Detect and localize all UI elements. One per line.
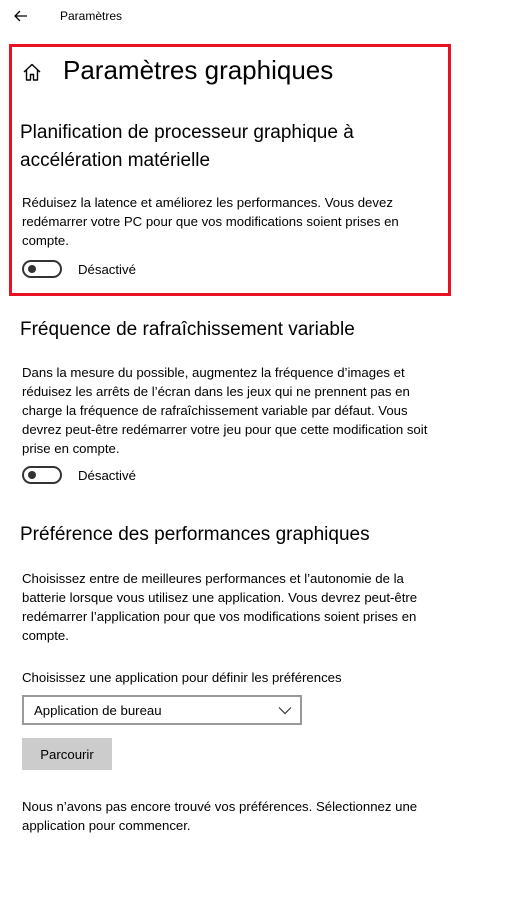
variable-refresh-toggle[interactable] bbox=[22, 466, 62, 484]
arrow-left-icon bbox=[14, 10, 28, 22]
back-button[interactable] bbox=[10, 6, 32, 26]
hardware-scheduling-description: Réduisez la latence et améliorez les performances. Vous devez redémarrer votre PC pour que vos modifications soient prises en compte. bbox=[22, 195, 399, 248]
toggle-knob bbox=[28, 471, 36, 479]
preferences-status-text: Nous n’avons pas encore trouvé vos préférences. Sélectionnez une application pour commencer. bbox=[22, 799, 418, 833]
window-title: Paramètres bbox=[60, 9, 123, 23]
chevron-down-icon bbox=[278, 704, 292, 716]
title-bar bbox=[0, 0, 519, 32]
page-title: Paramètres graphiques bbox=[63, 55, 334, 85]
hardware-scheduling-heading: Planification de processeur graphique à accélération matérielle bbox=[20, 122, 354, 171]
performance-pref-description: Choisissez entre de meilleures performances et l’autonomie de la batterie lorsque vous utilisez une application. Vous devrez peut-être redémarrer l’application pour que vos modifications soient prises en compte. bbox=[22, 571, 418, 643]
variable-refresh-description: Dans la mesure du possible, augmentez la fréquence d’images et réduisez les arrêts de l’écran dans les jeux qui ne prennent pas en charge la fréquence de rafraîchissement variable par défaut. Vous devrez peut-être redémarrer votre jeu pour que cette modification soit prise en compte. bbox=[22, 365, 428, 456]
toggle-knob bbox=[28, 265, 36, 273]
dropdown-selected-value: Application de bureau bbox=[34, 703, 162, 718]
hardware-scheduling-toggle-label: Désactivé bbox=[78, 262, 136, 277]
hardware-scheduling-toggle[interactable] bbox=[22, 260, 62, 278]
performance-pref-heading: Préférence des performances graphiques bbox=[20, 524, 370, 545]
home-icon[interactable] bbox=[21, 61, 43, 83]
choose-app-label: Choisissez une application pour définir les préférences bbox=[22, 670, 342, 685]
variable-refresh-toggle-label: Désactivé bbox=[78, 468, 136, 483]
browse-button[interactable]: Parcourir bbox=[22, 738, 112, 770]
app-type-dropdown[interactable] bbox=[22, 695, 302, 725]
variable-refresh-heading: Fréquence de rafraîchissement variable bbox=[20, 319, 355, 340]
